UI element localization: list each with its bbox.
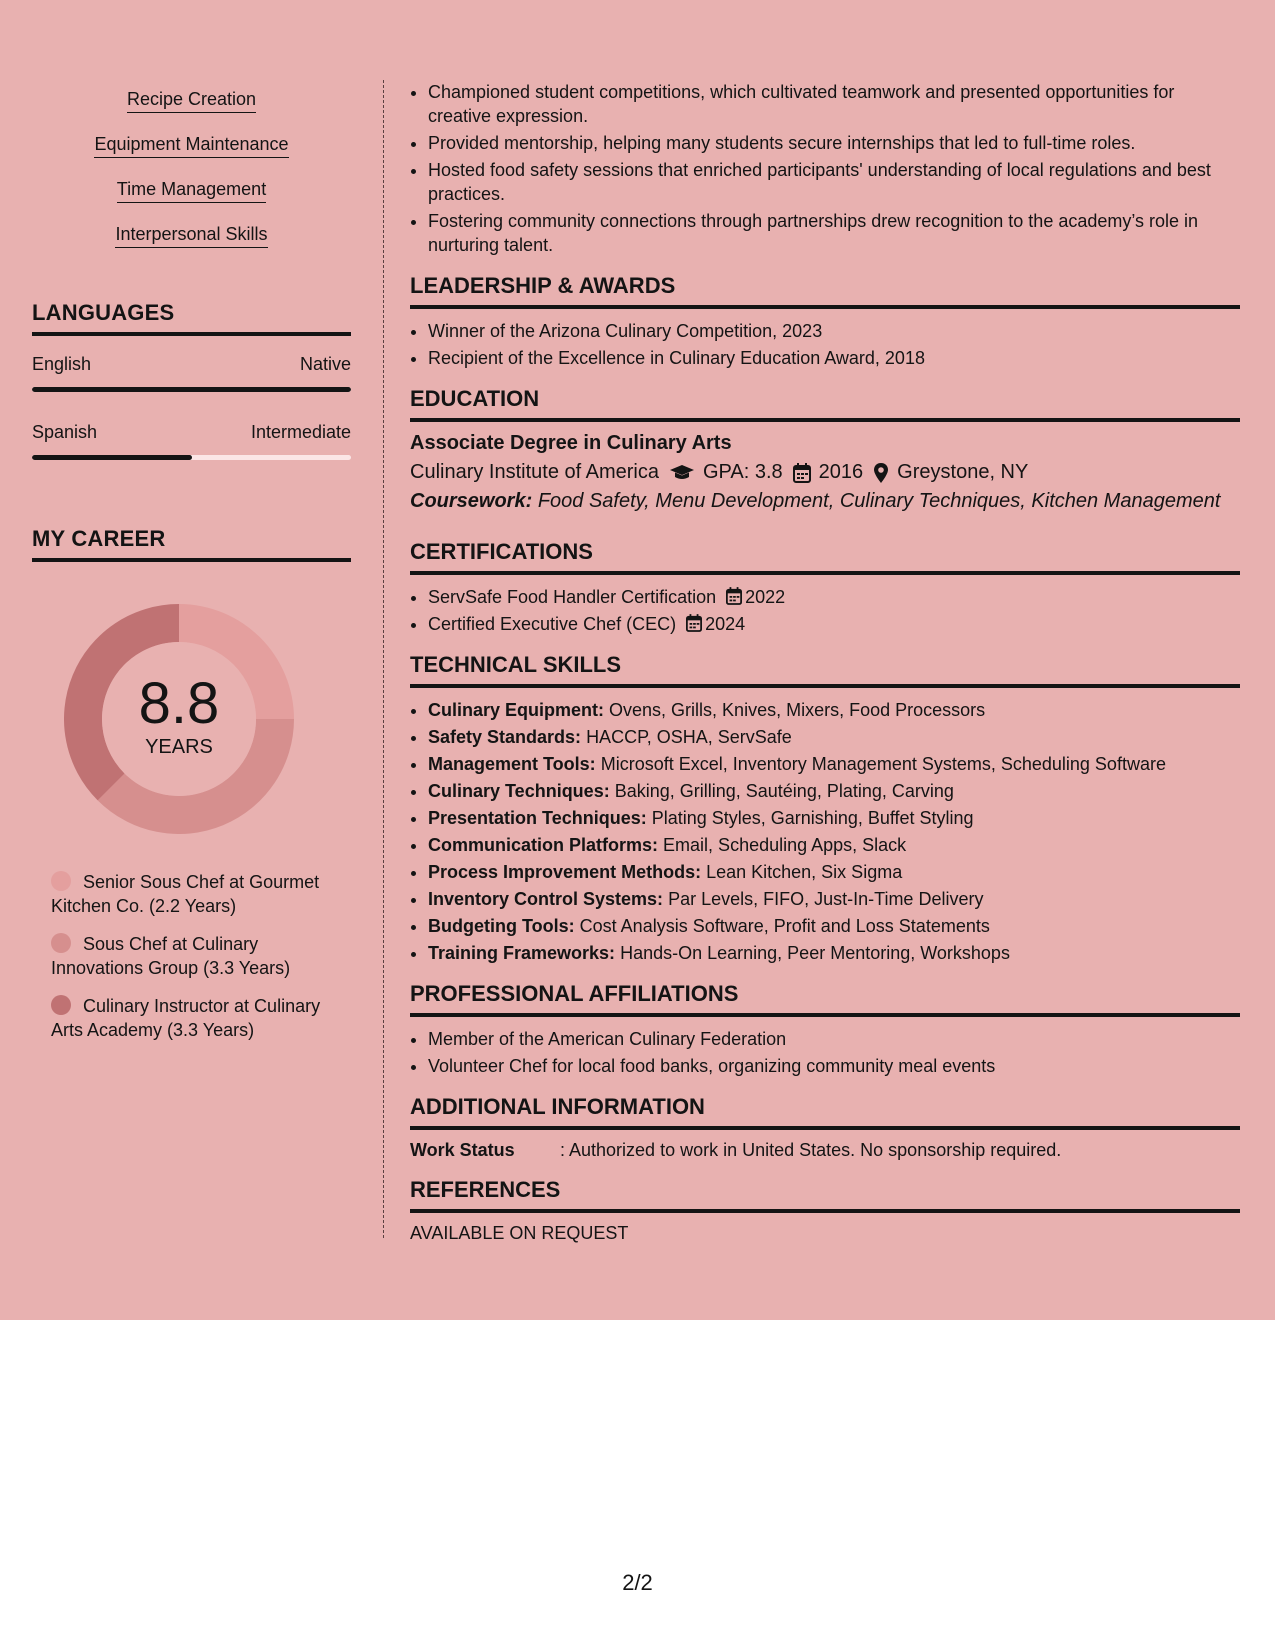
language-name: English [32,354,92,374]
education-degree: Associate Degree in Culinary Arts [410,432,732,454]
technical-skill-item [428,941,1240,965]
technical-skill-value: Email, Scheduling Apps, Slack [663,835,907,855]
leadership-title: LEADERSHIP & AWARDS [410,273,1240,309]
experience-bullet: • Fostering community connections through partnerships drew recognition to the academy’s role in nurturing talent. [428,209,1240,257]
work-status-value: : Authorized to work in United States. No sponsorship required. [560,1140,1062,1160]
languages-title: LANGUAGES [32,300,351,336]
legend-dot-icon [51,933,71,953]
technical-skill-item [428,779,1240,803]
career-legend-label: Senior Sous Chef at Gourmet Kitchen Co. (2.2 Years) [51,872,320,916]
calendar-icon [686,614,702,632]
technical-skill-value: Baking, Grilling, Sautéing, Plating, Carving [614,781,954,801]
technical-skill-label: Training Frameworks: [428,943,616,963]
work-status-row [410,1140,1240,1161]
legend-dot-icon [51,995,71,1015]
skill-item: Interpersonal Skills [115,223,267,248]
technical-skill-item [428,752,1240,776]
affiliations-title: PROFESSIONAL AFFILIATIONS [410,981,1240,1017]
skill-item: Time Management [117,178,266,203]
certification-item [428,585,1240,609]
language-item [32,354,351,392]
page-number: 2/2 [622,1570,653,1595]
certification-year: 2024 [705,614,746,634]
certification-item [428,612,1240,636]
technical-skill-value: HACCP, OSHA, ServSafe [586,727,792,747]
technical-skill-label: Process Improvement Methods: [428,862,702,882]
language-level: Native [299,354,351,374]
leadership-list [410,319,1240,370]
career-title: MY CAREER [32,526,351,562]
technical-skill-value: Microsoft Excel, Inventory Management Systems, Scheduling Software [600,754,1166,774]
technical-skill-label: Communication Platforms: [428,835,659,855]
career-legend-item [51,932,351,980]
left-column [32,80,351,1056]
technical-skills-list [410,698,1240,965]
leadership-item: • Winner of the Arizona Culinary Competition, 2023 [428,319,1240,343]
education-year: 2016 [818,461,864,483]
career-legend-item [51,994,351,1042]
donut-center [64,671,294,759]
technical-skill-label: Presentation Techniques: [428,808,647,828]
references-text: AVAILABLE ON REQUEST [410,1223,629,1243]
language-level-bar [32,387,351,392]
technical-skill-label: Culinary Equipment: [428,700,605,720]
technical-skill-label: Budgeting Tools: [428,916,575,936]
coursework-label: Coursework: [410,490,533,512]
language-level: Intermediate [250,422,351,442]
leadership-item: • Recipient of the Excellence in Culinary Education Award, 2018 [428,346,1240,370]
education-gpa: GPA: 3.8 [703,461,783,483]
technical-skill-item [428,914,1240,938]
references-title: REFERENCES [410,1177,1240,1213]
education-location: Greystone, NY [897,461,1029,483]
legend-dot-icon [51,871,71,891]
career-legend-item [51,870,351,918]
education-school: Culinary Institute of America [410,461,659,483]
technical-skill-label: Culinary Techniques: [428,781,610,801]
calendar-icon [793,463,811,483]
education-title: EDUCATION [410,386,1240,422]
career-legend-label: Culinary Instructor at Culinary Arts Academy (3.3 Years) [51,996,321,1040]
technical-skill-label: Inventory Control Systems: [428,889,664,909]
technical-skill-value: Lean Kitchen, Six Sigma [706,862,903,882]
career-legend [32,870,351,1042]
experience-bullet: • Provided mentorship, helping many students secure internships that led to full-time roles. [428,131,1240,155]
career-legend-label: Sous Chef at Culinary Innovations Group (3.3 Years) [51,934,291,978]
technical-skill-value: Ovens, Grills, Knives, Mixers, Food Processors [609,700,986,720]
coursework-value: Food Safety, Menu Development, Culinary Techniques, Kitchen Management [537,490,1221,512]
certifications-title: CERTIFICATIONS [410,539,1240,575]
affiliations-list [410,1027,1240,1078]
calendar-icon [726,587,742,605]
technical-skill-item [428,698,1240,722]
technical-skill-value: Plating Styles, Garnishing, Buffet Styling [651,808,974,828]
column-divider [383,80,384,1238]
education-coursework [410,490,1240,513]
technical-skill-label: Management Tools: [428,754,596,774]
technical-skill-item [428,833,1240,857]
technical-skill-value: Hands-On Learning, Peer Mentoring, Workshops [620,943,1010,963]
right-column [410,80,1240,1244]
experience-bullets [410,80,1240,257]
technical-skills-title: TECHNICAL SKILLS [410,652,1240,688]
certifications-list [410,585,1240,636]
experience-bullet: • Championed student competitions, which cultivated teamwork and presented opportunities for creative expression. [428,80,1240,128]
career-total-label: YEARS [145,736,213,758]
certification-name: Certified Executive Chef (CEC) [428,614,677,634]
skill-item: Equipment Maintenance [94,133,288,158]
technical-skill-value: Cost Analysis Software, Profit and Loss Statements [579,916,990,936]
work-status-label: Work Status [410,1140,515,1160]
language-level-fill [32,455,192,460]
location-pin-icon [873,462,889,484]
technical-skill-item [428,887,1240,911]
language-level-bar [32,455,351,460]
language-item [32,422,351,460]
languages-section [32,300,351,460]
technical-skill-value: Par Levels, FIFO, Just-In-Time Delivery [668,889,984,909]
skills-list [32,80,351,268]
technical-skill-item [428,806,1240,830]
affiliation-item: • Member of the American Culinary Federation [428,1027,1240,1051]
career-section [32,526,351,1042]
skill-item: Recipe Creation [127,88,256,113]
career-total-value: 8.8 [138,671,220,736]
language-name: Spanish [32,422,98,442]
certification-name: ServSafe Food Handler Certification [428,587,717,607]
technical-skill-item [428,725,1240,749]
technical-skill-label: Safety Standards: [428,727,582,747]
additional-info-title: ADDITIONAL INFORMATION [410,1094,1240,1130]
technical-skill-item [428,860,1240,884]
experience-bullet: • Hosted food safety sessions that enriched participants' understanding of local regulations and best practices. [428,158,1240,206]
affiliation-item: • Volunteer Chef for local food banks, organizing community meal events [428,1054,1240,1078]
education-details [410,461,1240,484]
language-level-fill [32,387,351,392]
certification-year: 2022 [745,587,786,607]
graduation-cap-icon [669,464,695,482]
career-donut-chart [64,604,294,834]
